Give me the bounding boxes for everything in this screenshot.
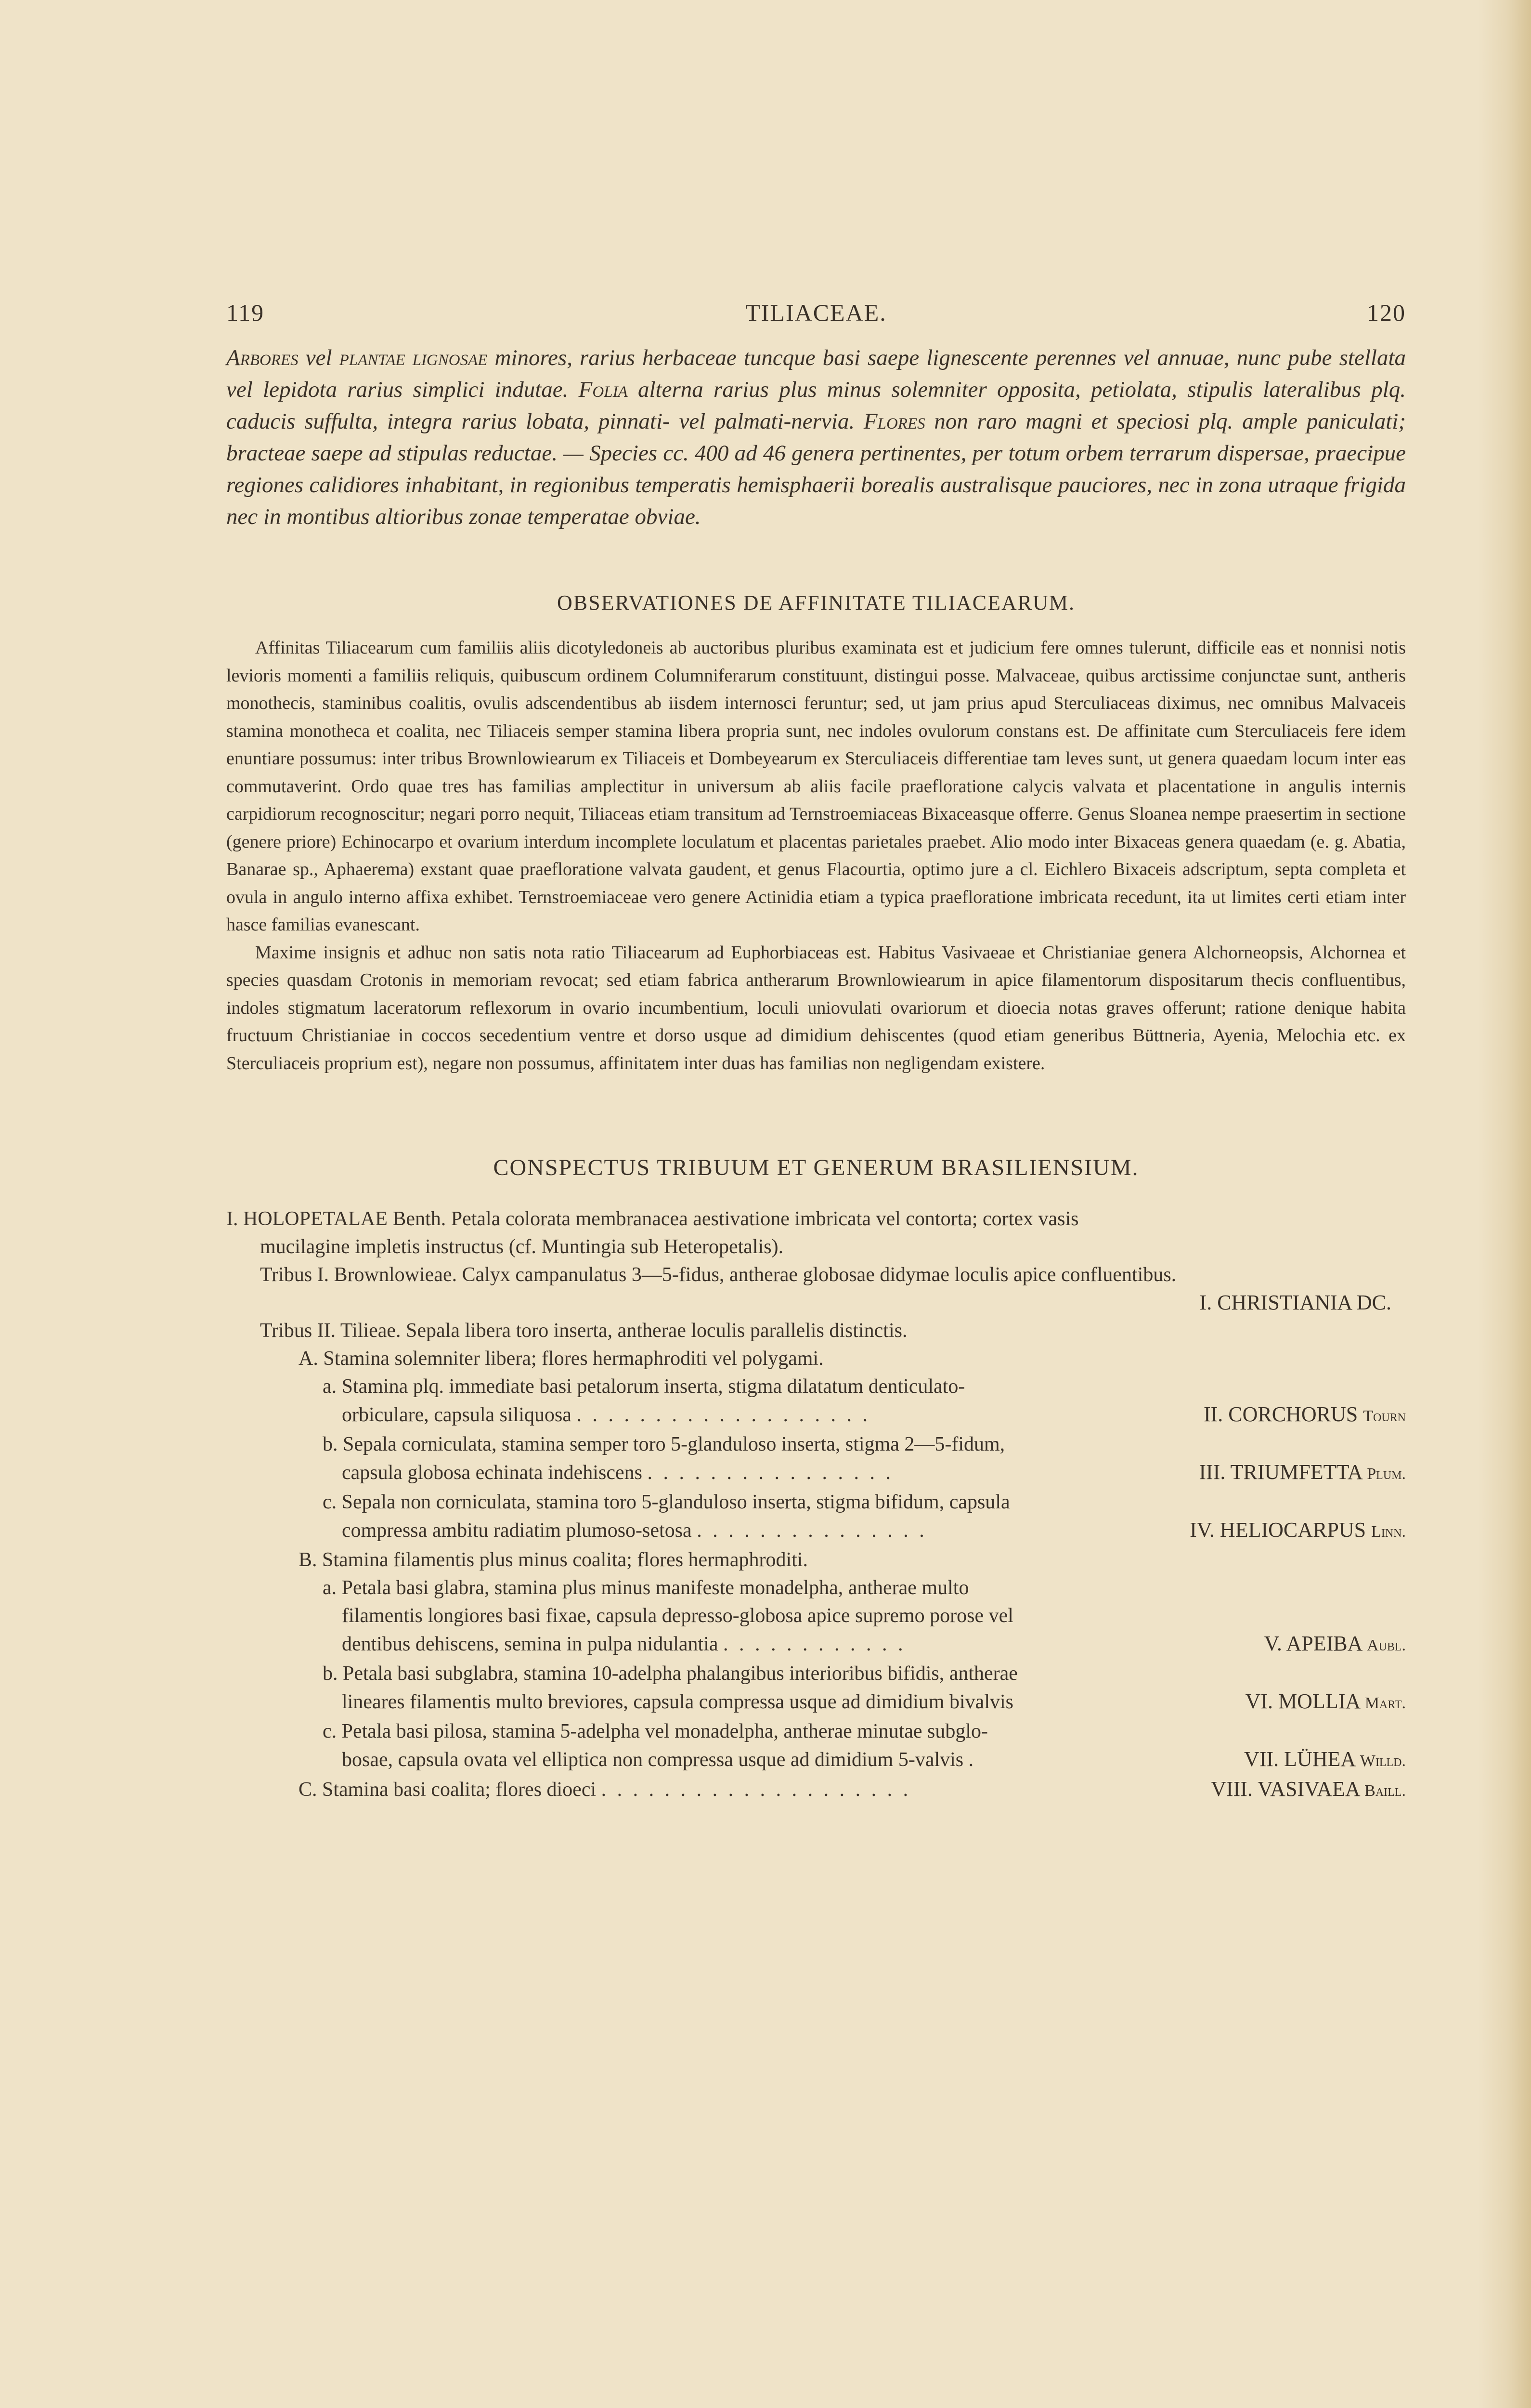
intro-text-1: vel bbox=[298, 345, 339, 370]
key-line: C. Stamina basi coalita; flores dioeci bbox=[298, 1779, 597, 1801]
key-result-row bbox=[226, 1745, 1406, 1775]
page-number-left: 119 bbox=[226, 299, 265, 326]
genus-name: VIII. VASIVAEA Baill. bbox=[1211, 1777, 1406, 1801]
intro-text-3: alterna rarius plus minus solemniter opposita, petiolata, stipulis lateralibus plq. caducis suffulta, integra rarius lobata, pinnati- vel palmati-nervia. bbox=[226, 377, 1406, 434]
genus-author: Linn. bbox=[1371, 1523, 1406, 1541]
page-edge-shadow bbox=[1478, 0, 1531, 2408]
key-line: B. Stamina filamentis plus minus coalita; flores hermaphroditi. bbox=[298, 1549, 808, 1571]
intro-term-folia: Folia bbox=[578, 377, 628, 402]
genus-author: Baill. bbox=[1364, 1782, 1406, 1800]
key-result-row bbox=[226, 1688, 1406, 1717]
intro-term-plantae: plantae lignosae bbox=[339, 345, 488, 370]
intro-text-2: minores, rarius herbaceae tuncque basi saepe lignescente perennes vel annuae, nunc pube stellata vel lepidota rarius simplici indutae. bbox=[226, 345, 1406, 402]
key-result-row bbox=[226, 1775, 1406, 1805]
key-result-row bbox=[226, 1630, 1406, 1660]
key-line: Tribus I. Brownlowieae. Calyx campanulatus 3—5-fidus, antherae globosae didymae loculis apice confluentibus. bbox=[260, 1264, 1177, 1286]
key-line: c. Petala basi pilosa, stamina 5-adelpha vel monadelpha, antherae minutae subglo- bbox=[323, 1720, 988, 1742]
key-line: b. Petala basi subglabra, stamina 10-adelpha phalangibus interioribus bifidis, antherae bbox=[323, 1662, 1018, 1685]
genus-name: VI. MOLLIA Mart. bbox=[1245, 1689, 1406, 1713]
observationes-heading: OBSERVATIONES DE AFFINITATE TILIACEARUM. bbox=[557, 591, 1076, 615]
book-page bbox=[226, 289, 1406, 1805]
conspectus-heading: CONSPECTUS TRIBUUM ET GENERUM BRASILIENSIUM. bbox=[493, 1155, 1139, 1180]
key-line: lineares filamentis multo breviores, capsula compressa usque ad dimidium bivalvis bbox=[342, 1691, 1014, 1713]
genus-name: V. APEIBA Aubl. bbox=[1264, 1632, 1406, 1655]
genus-name: II. CORCHORUS Tourn bbox=[1203, 1402, 1406, 1426]
key-line: bosae, capsula ovata vel elliptica non compressa usque ad dimidium 5-valvis bbox=[342, 1749, 964, 1771]
leader-dots: . bbox=[968, 1749, 977, 1771]
genus-name: III. TRIUMFETTA Plum. bbox=[1199, 1460, 1406, 1484]
key-result-row bbox=[226, 1289, 1406, 1317]
family-description bbox=[226, 342, 1406, 533]
observationes-paragraph-2: Maxime insignis et adhuc non satis nota ratio Tiliacearum ad Euphorbiaceas est. Habitus Vasivaeae et Christianiae genera Alchorneopsis, Alchornea et species quasdam Crotonis in memoriam revocat; sed etiam fabrica antherarum Brownlowiearum in apice filamentorum dispositarum thecis confluentibus, indoles stigmatum laceratorum reflexorum in ovario incumbentium, loculi uniovulati ovariorum et dioecia notas graves offerunt; ratione denique habita fructuum Christianiae in coccos secedentium ventre et dorso usque ad dimidium dehiscentes (quod etiam generibus Büttneria, Ayenia, Melochia etc. ex Sterculiaceis proprium est), negare non possumus, affinitatem inter duas has familias non negligendam existere. bbox=[226, 942, 1406, 1073]
leader-dots: . . . . . . . . . . . . . . . . . . . . bbox=[601, 1779, 911, 1801]
key-line: orbiculare, capsula siliquosa bbox=[342, 1404, 572, 1426]
running-title: TILIACEAE. bbox=[745, 299, 887, 326]
genus-name: VII. LÜHEA Willd. bbox=[1244, 1747, 1406, 1771]
key-result-row bbox=[226, 1400, 1406, 1430]
leader-dots: . . . . . . . . . . . . bbox=[723, 1633, 906, 1655]
intro-term-arbores: Arbores bbox=[226, 345, 298, 370]
key-line: c. Sepala non corniculata, stamina toro 5-glanduloso inserta, stigma bifidum, capsula bbox=[323, 1491, 1010, 1513]
key-line: I. HOLOPETALAE Benth. Petala colorata membranacea aestivatione imbricata vel contorta; cortex vasis bbox=[226, 1208, 1079, 1230]
intro-text-4: non raro magni et speciosi plq. ample paniculati; bracteae saepe ad stipulas reductae. — Species cc. 400 ad 46 genera pertinentes, per totum orbem terrarum dispersae, praecipue regiones calidiores inhabitant, in regionibus temperatis hemisphaerii borealis australisque pauciores, nec in zona utraque frigida nec in montibus altioribus zonae temperatae obviae. bbox=[226, 409, 1406, 529]
page-number-right: 120 bbox=[1367, 299, 1406, 326]
key-result-row bbox=[226, 1516, 1406, 1546]
genus-author: DC. bbox=[1356, 1291, 1391, 1314]
observationes-body bbox=[226, 634, 1406, 1077]
key-line: filamentis longiores basi fixae, capsula depresso-globosa apice supremo porose vel bbox=[342, 1605, 1013, 1627]
key-line: A. Stamina solemniter libera; flores hermaphroditi vel polygami. bbox=[298, 1348, 824, 1370]
key-line: b. Sepala corniculata, stamina semper toro 5-glanduloso inserta, stigma 2—5-fidum, bbox=[323, 1433, 1005, 1455]
genus-name: I. CHRISTIANIA DC. bbox=[1199, 1291, 1391, 1314]
genus-author: Aubl. bbox=[1366, 1636, 1406, 1654]
intro-term-flores: Flores bbox=[863, 409, 925, 434]
leader-dots: . . . . . . . . . . . . . . . . bbox=[647, 1462, 894, 1484]
key-line: mucilagine impletis instructus (cf. Muntingia sub Heteropetalis). bbox=[260, 1236, 784, 1258]
key-line: dentibus dehiscens, semina in pulpa nidulantia bbox=[342, 1633, 718, 1655]
key-line: capsula globosa echinata indehiscens bbox=[342, 1462, 642, 1484]
key-line: compressa ambitu radiatim plumoso-setosa bbox=[342, 1519, 692, 1542]
key-line: a. Stamina plq. immediate basi petalorum inserta, stigma dilatatum denticulato- bbox=[323, 1375, 965, 1398]
genus-author: Plum. bbox=[1367, 1465, 1406, 1483]
genus-author: Tourn bbox=[1363, 1407, 1406, 1425]
genus-author: Willd. bbox=[1360, 1752, 1406, 1770]
observationes-paragraph-1: Affinitas Tiliacearum cum familiis aliis dicotyledoneis ab auctoribus pluribus examinata est et judicium fere omnes tulerunt, difficile eas et nonnisi notis levioris momenti a familiis reliquis, quibuscum ordinem Columniferarum constituunt, distingui posse. Malvaceae, quibus arctissime conjunctae sunt, antheris monothecis, staminibus coalitis, ovulis adscendentibus ab iisdem internosci feruntur; sed, ut jam prius apud Sterculiaceas diximus, nec omnibus Malvaceis stamina monotheca et coalita, nec Tiliaceis semper stamina libera propria sunt, nec indoles ovulorum constans est. De affinitate cum Sterculiaceis fere idem enuntiare possumus: inter tribus Brownlowiearum ex Tiliaceis et Dombeyearum ex Sterculiaceis differentiae tam leves sunt, ut genera quaedam locum inter eas commutaverint. Ordo quae tres has familias amplectitur in universum ab aliis facile praefloratione calycis valvata et placentatione in angulis internis carpidiorum recognoscitur; negari porro nequit, Tiliaceas etiam transitum ad Ternstroemiaceas Bixaceasque offerre. Genus Sloanea nempe praesertim in sectione (genere priore) Echinocarpo et ovarium interdum incomplete loculatum et placentas parietales praebet. Alio modo inter Bixaceas genera quaedam (e. g. Abatia, Banarae sp., Aphaerema) exstant quae praefloratione valvata gaudent, et genus Flacourtia, optimo jure a cl. Eichlero Bixaceis adscriptum, septa completa et ovula in angulo interno affixa exhibet. Ternstroemiaceae vero genere Actinidia etiam a typica praefloratione imbricata recedunt, ita ut limites certi etiam inter hasce familias evanescant. bbox=[226, 638, 1406, 935]
key-line: Tribus II. Tilieae. Sepala libera toro inserta, antherae loculis parallelis distinctis. bbox=[260, 1320, 908, 1342]
conspectus-key bbox=[226, 1205, 1406, 1805]
leader-dots: . . . . . . . . . . . . . . . . . . . bbox=[576, 1404, 871, 1426]
genus-name: IV. HELIOCARPUS Linn. bbox=[1190, 1518, 1406, 1542]
leader-dots: . . . . . . . . . . . . . . . bbox=[697, 1519, 927, 1542]
running-header bbox=[226, 289, 1406, 332]
genus-author: Mart. bbox=[1364, 1694, 1406, 1712]
key-line: a. Petala basi glabra, stamina plus minus manifeste monadelpha, antherae multo bbox=[323, 1577, 969, 1599]
key-result-row bbox=[226, 1458, 1406, 1488]
